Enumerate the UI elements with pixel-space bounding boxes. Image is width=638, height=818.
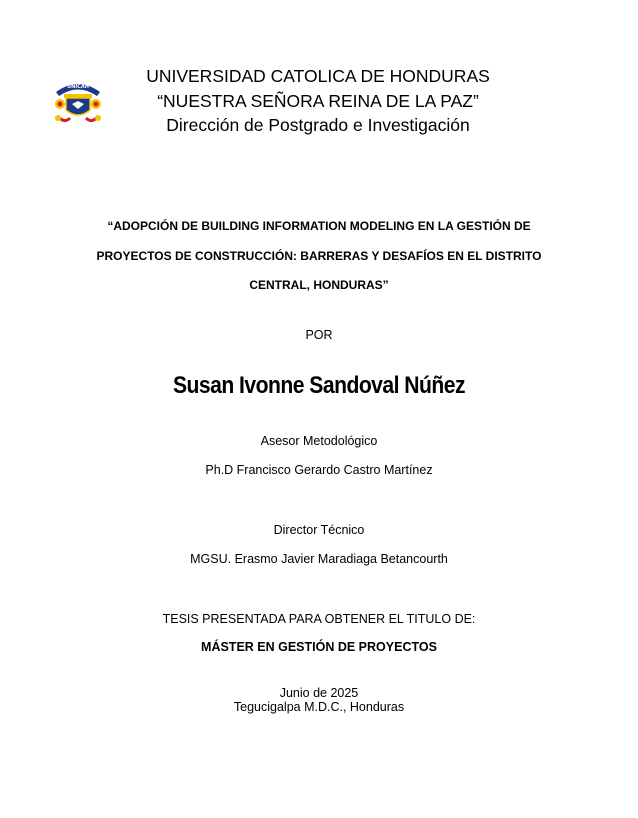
department-name: Dirección de Postgrado e Investigación	[166, 115, 470, 135]
advisor-name: Ph.D Francisco Gerardo Castro Martínez	[205, 463, 433, 477]
advisor-role: Asesor Metodológico	[260, 434, 378, 448]
logo-text: UNICAH	[67, 84, 89, 90]
degree-name: MÁSTER EN GESTIÓN DE PROYECTOS	[201, 640, 437, 654]
director-role: Director Técnico	[273, 523, 365, 537]
university-name: UNIVERSIDAD CATOLICA DE HONDURAS	[146, 66, 490, 86]
university-crest-icon	[50, 74, 106, 130]
director-name: MGSU. Erasmo Javier Maradiaga Betancourth	[190, 552, 448, 566]
university-motto: “NUESTRA SEÑORA REINA DE LA PAZ”	[157, 91, 479, 111]
by-label: POR	[305, 328, 333, 342]
thesis-title-line-2: PROYECTOS DE CONSTRUCCIÓN: BARRERAS Y DESAFÍOS EN EL DISTRITO	[96, 249, 542, 263]
thesis-title-line-3: CENTRAL, HONDURAS”	[249, 278, 389, 292]
thesis-title-line-1: “ADOPCIÓN DE BUILDING INFORMATION MODELING EN LA GESTIÓN DE	[107, 219, 531, 233]
thesis-place: Tegucigalpa M.D.C., Honduras	[233, 700, 405, 714]
thesis-date: Junio de 2025	[279, 686, 359, 700]
thesis-purpose: TESIS PRESENTADA PARA OBTENER EL TITULO DE:	[162, 612, 476, 626]
author-name: Susan Ivonne Sandoval Núñez	[172, 372, 466, 399]
